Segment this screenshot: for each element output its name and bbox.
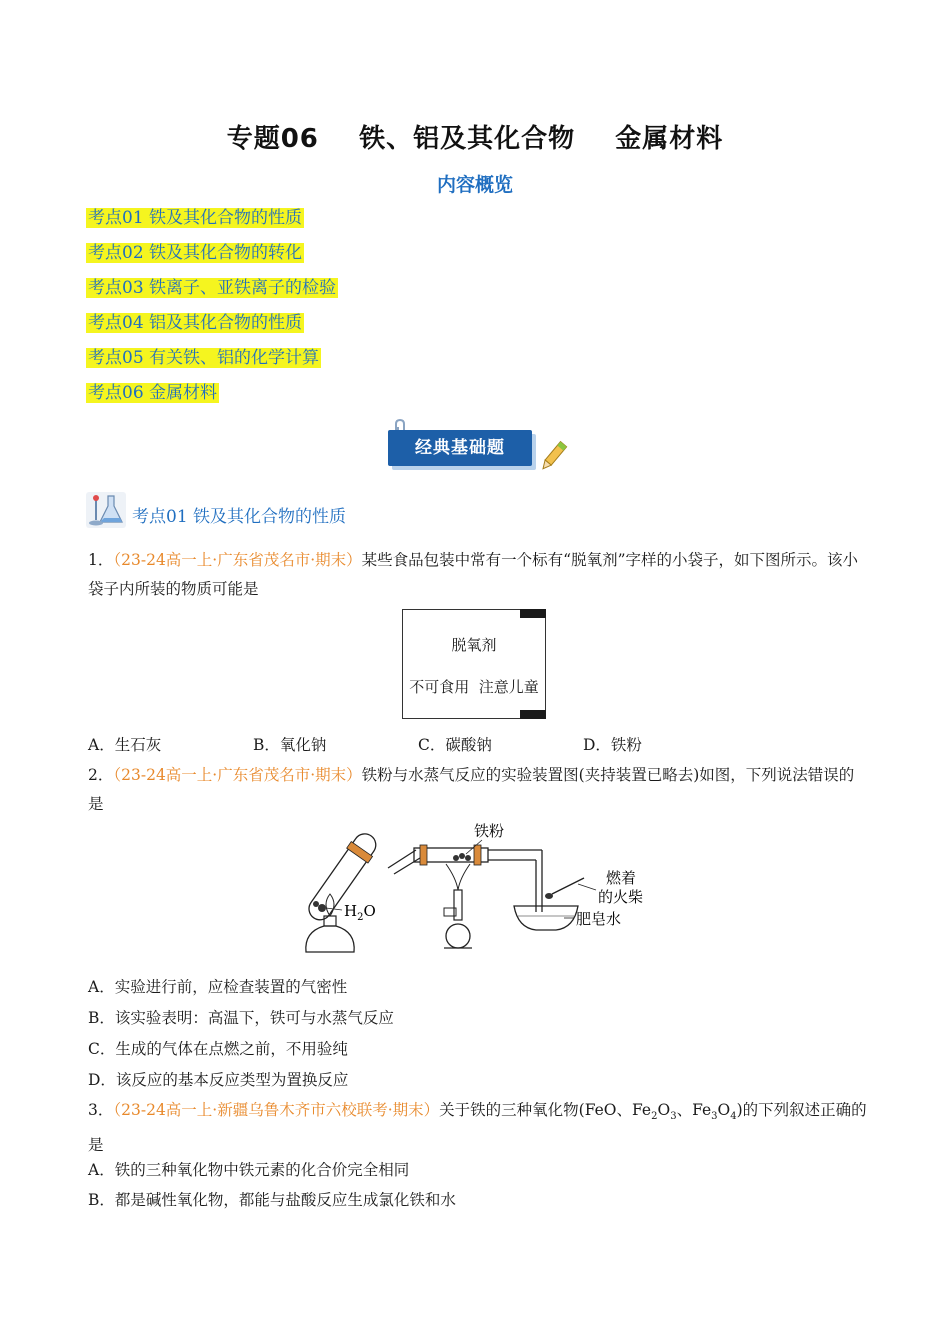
toc-item-label: 考点03 铁离子、亚铁离子的检验	[88, 278, 337, 298]
question-source: （23-24高一上·新疆乌鲁木齐市六校联考·期末）	[113, 1101, 440, 1119]
toc-item[interactable]	[86, 311, 338, 346]
toc-item-label: 考点06 金属材料	[88, 383, 218, 403]
toc-item[interactable]	[86, 381, 338, 416]
overview-title: 内容概览	[436, 174, 513, 196]
question-text: 关于铁的三种氧化物(FeO、$Fe_2O_3$、$Fe_3O_4$)的下列叙述正确的是	[88, 1101, 867, 1155]
option-b[interactable]: B．该实验表明：高温下，铁可与水蒸气反应	[88, 1009, 394, 1027]
question-number: 1．	[88, 551, 114, 569]
label-iron-powder: 铁粉	[474, 822, 505, 840]
toc-item-label: 考点05 有关铁、铝的化学计算	[88, 348, 320, 368]
question-text: 某些食品包装中常有一个标有“脱氧剂”字样的小袋子，如下图所示。该小袋子内所装的物质可能是	[88, 551, 859, 598]
question-number: 2．	[88, 766, 114, 784]
option-a[interactable]: A．生石灰	[88, 736, 162, 754]
option-a[interactable]: A．实验进行前，应检查装置的气密性	[88, 978, 348, 996]
label-match-1: 燃着	[606, 869, 637, 887]
page-title: 专题06 铁、铝及其化合物 金属材料	[226, 124, 724, 154]
question-source: （23-24高一上·广东省茂名市·期末）	[113, 551, 362, 569]
option-b[interactable]: B．都是碱性氧化物，都能与盐酸反应生成氯化铁和水	[88, 1191, 456, 1209]
label-soap-water: 肥皂水	[576, 910, 622, 928]
question-2	[88, 761, 868, 819]
option-c[interactable]: C．生成的气体在点燃之前，不用验纯	[88, 1040, 348, 1058]
option-b[interactable]: B．氧化钠	[253, 736, 327, 754]
pencil-icon	[534, 438, 570, 478]
toc-item-label: 考点04 铝及其化合物的性质	[88, 313, 303, 333]
bag-label: 脱氧剂	[451, 636, 497, 654]
toc	[86, 206, 338, 416]
question-source: （23-24高一上·广东省茂名市·期末）	[113, 766, 362, 784]
question-number: 3．	[88, 1101, 114, 1119]
bag-seal-top	[520, 609, 546, 618]
toc-item[interactable]	[86, 241, 338, 276]
deoxidizer-bag-figure	[402, 609, 546, 719]
question-3	[88, 1096, 868, 1160]
toc-item-label: 考点01 铁及其化合物的性质	[88, 208, 303, 228]
label-match-2: 的火柴	[598, 888, 644, 906]
option-a[interactable]: A．铁的三种氧化物中铁元素的化合价完全相同	[88, 1161, 410, 1179]
option-d[interactable]: D．该反应的基本反应类型为置换反应	[88, 1071, 349, 1089]
bag-seal-bottom	[520, 710, 546, 719]
question-text: 铁粉与水蒸气反应的实验装置图(夹持装置已略去)如图，下列说法错误的是	[88, 766, 855, 813]
flask-icon	[86, 490, 128, 530]
toc-item[interactable]	[86, 346, 338, 381]
toc-item[interactable]	[86, 276, 338, 311]
toc-item-label: 考点02 铁及其化合物的转化	[88, 243, 303, 263]
option-c[interactable]: C．碳酸钠	[418, 736, 492, 754]
label-water: $H_2O$	[344, 902, 376, 923]
option-d[interactable]: D．铁粉	[583, 736, 642, 754]
banner-label: 经典基础题	[388, 430, 532, 466]
section-banner	[384, 418, 574, 478]
bag-warning: 不可食用 注意儿童	[409, 678, 539, 696]
section-title: 考点01 铁及其化合物的性质	[132, 507, 347, 527]
question-1	[88, 546, 868, 604]
toc-item[interactable]	[86, 206, 338, 241]
apparatus-figure	[296, 820, 666, 960]
